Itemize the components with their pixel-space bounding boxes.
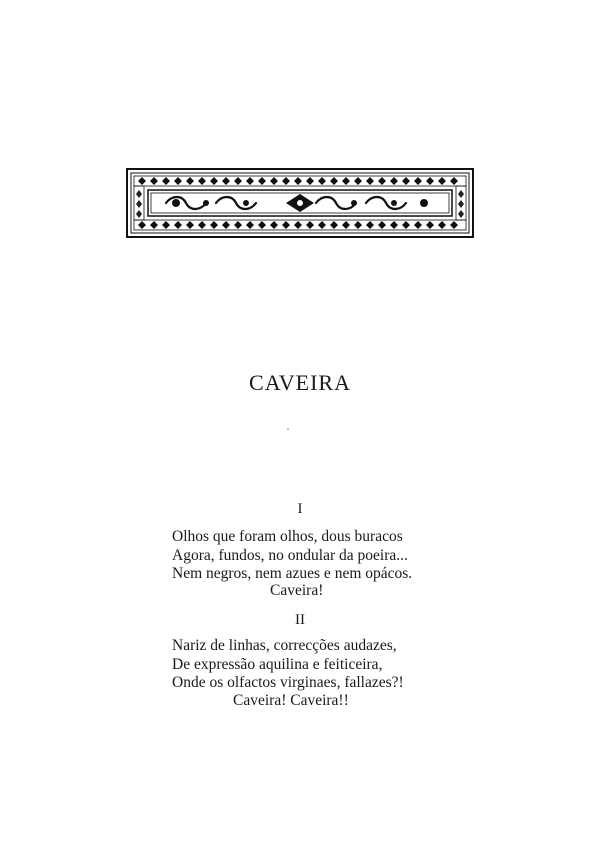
stanza-2-line-3: Onde os olfactos virginaes, fallazes?!: [172, 674, 404, 691]
stanza-1-numeral: I: [297, 501, 303, 517]
stanza-1-line-3: Nem negros, nem azues e nem opácos.: [172, 565, 413, 582]
stanza-2-line-1: Nariz de linhas, correcções audazes,: [172, 637, 397, 654]
stanza-1-refrain: Caveira!: [270, 582, 324, 599]
decorative-header-ornament: [126, 168, 474, 238]
stanza-2-line-2: De expressão aquilina e feiticeira,: [172, 656, 383, 673]
stanza-1-line-2: Agora, fundos, no ondular da poeira...: [172, 547, 408, 564]
stanza-2-numeral: II: [295, 612, 305, 628]
poem-title: CAVEIRA: [249, 370, 351, 395]
stanza-2-refrain: Caveira! Caveira!!: [233, 692, 349, 709]
decorative-dot: [287, 428, 289, 430]
stanza-1-line-1: Olhos que foram olhos, dous buracos: [172, 528, 403, 545]
